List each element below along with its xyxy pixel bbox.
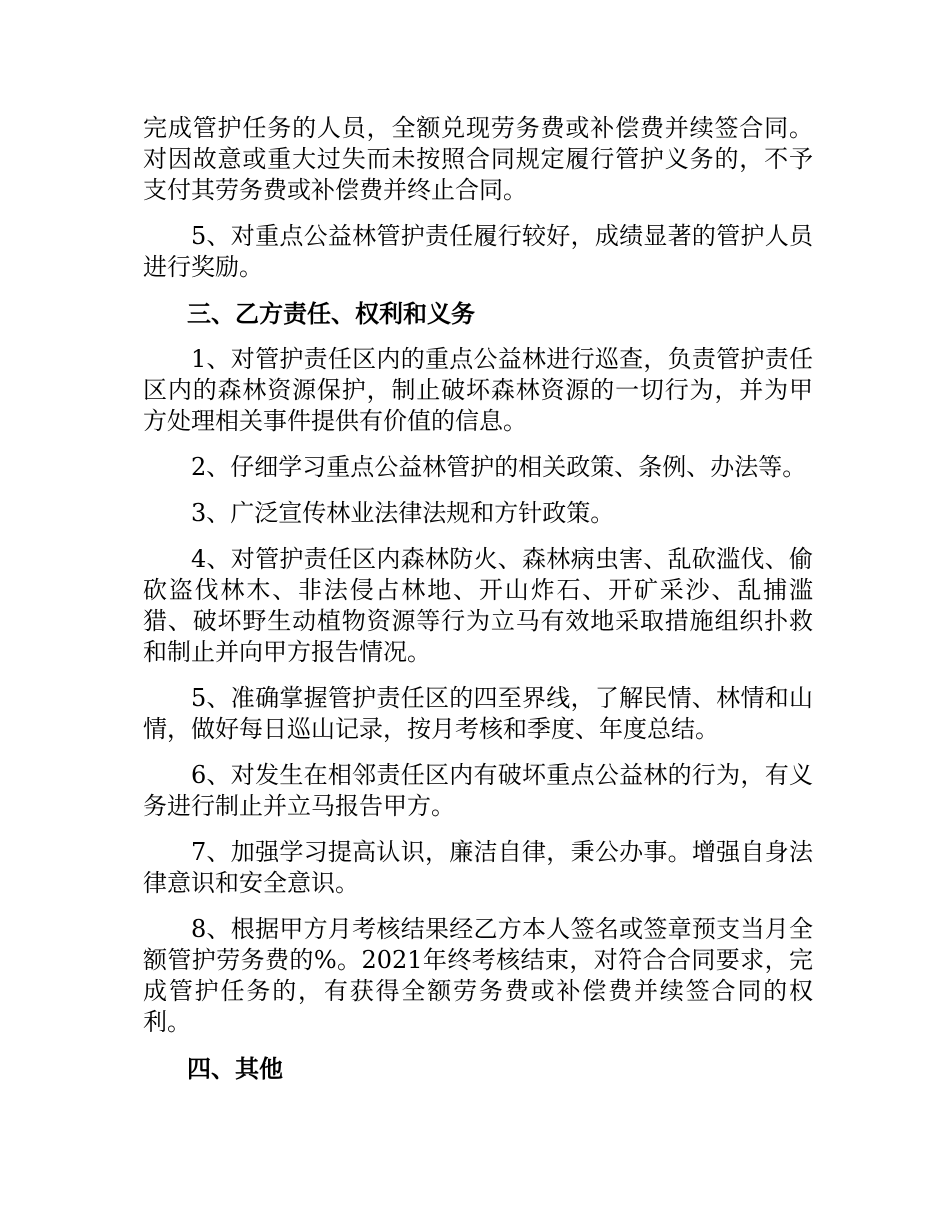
paragraph-item-6-neighbor: 6、对发生在相邻责任区内有破坏重点公益林的行为，有义务进行制止并立马报告甲方。 <box>143 761 813 820</box>
document-page <box>143 113 813 1084</box>
section-heading-3: 三、乙方责任、权利和义务 <box>187 299 475 328</box>
paragraph-item-8-payment: 8、根据甲方月考核结果经乙方本人签名或签章预支当月全额管护劳务费的%。2021年终考核结束，对符合合同要求，完成管护任务的，有获得全额劳务费或补偿费并续签合同的权利。 <box>143 915 813 1036</box>
paragraph-continuation: 完成管护任务的人员，全额兑现劳务费或补偿费并续签合同。对因故意或重大过失而未按照合同规定履行管护义务的，不予支付其劳务费或补偿费并终止合同。 <box>143 114 813 204</box>
paragraph-item-7-learning: 7、加强学习提高认识，廉洁自律，秉公办事。增强自身法律意识和安全意识。 <box>143 838 813 897</box>
paragraph-item-4-protect: 4、对管护责任区内森林防火、森林病虫害、乱砍滥伐、偷砍盗伐林木、非法侵占林地、开山炸石、开矿采沙、乱捕滥猎、破坏野生动植物资源等行为立马有效地采取措施组织扑救和制止并向甲方报告情况。 <box>143 545 813 666</box>
paragraph-item-3-publicize: 3、广泛宣传林业法律法规和方针政策。 <box>191 499 615 527</box>
paragraph-item-5-boundary: 5、准确掌握管护责任区的四至界线，了解民情、林情和山情，做好每日巡山记录，按月考核和季度、年度总结。 <box>143 684 813 743</box>
paragraph-item-5-reward: 5、对重点公益林管护责任履行较好，成绩显著的管护人员进行奖励。 <box>143 222 813 281</box>
paragraph-item-1-patrol: 1、对管护责任区内的重点公益林进行巡查，负责管护责任区内的森林资源保护，制止破坏森林资源的一切行为，并为甲方处理相关事件提供有价值的信息。 <box>143 345 813 435</box>
paragraph-item-2-study: 2、仔细学习重点公益林管护的相关政策、条例、办法等。 <box>191 453 807 481</box>
section-heading-4: 四、其他 <box>187 1054 283 1083</box>
